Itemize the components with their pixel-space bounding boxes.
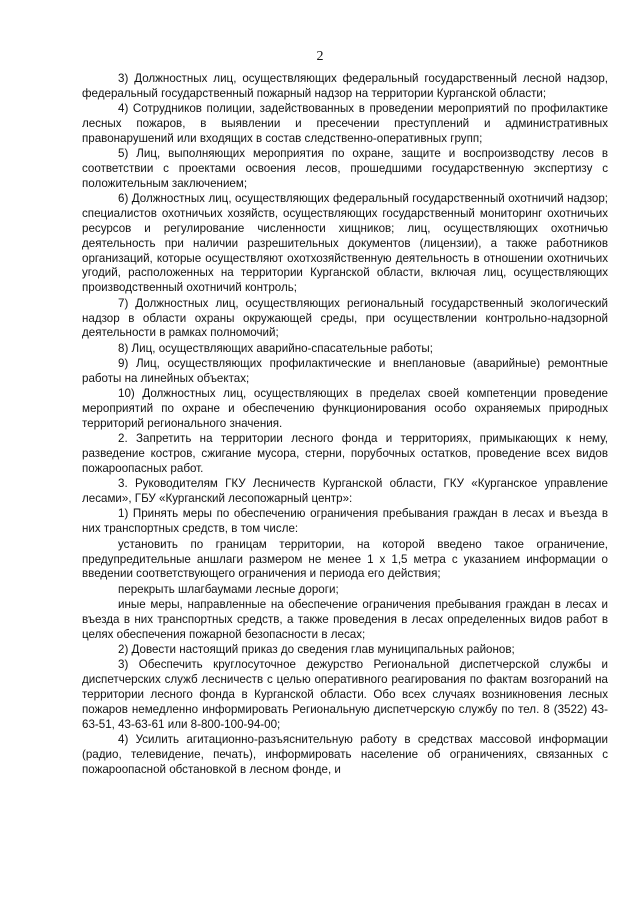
document-body	[82, 72, 608, 778]
paragraph: 3) Должностных лиц, осуществляющих федеральный государственный лесной надзор, федеральный государственный пожарный надзор на территории Курганской области;	[82, 72, 608, 100]
paragraph: 1) Принять меры по обеспечению ограничения пребывания граждан в лесах и въезда в них транспортных средств, в том числе:	[82, 507, 608, 536]
paragraph: 9) Лиц, осуществляющих профилактические и внеплановые (аварийные) ремонтные работы на линейных объектах;	[82, 357, 608, 385]
paragraph: перекрыть шлагбаумами лесные дороги;	[118, 582, 339, 596]
paragraph: 3) Обеспечить круглосуточное дежурство Региональной диспетчерской службы и диспетчерских служб лесничеств с целью оперативного реагирования по фактам возгораний на территории лесного фонда в Курганской области. Обо всех случаях возникновения лесных пожаров немедленно информировать Региональную диспетчерскую службу по тел. 8 (3522) 43-63-51, 43-63-61 или 8-800-100-94-00;	[82, 658, 608, 731]
paragraph: 8) Лиц, осуществляющих аварийно-спасательные работы;	[118, 341, 433, 355]
paragraph: 4) Сотрудников полиции, задействованных в проведении мероприятий по профилактике лесных пожаров, в выявлении и пресечении преступлений и административных правонарушений или входящих в состав следственно-оперативных групп;	[82, 102, 608, 145]
paragraph: 2. Запретить на территории лесного фонда и территориях, примыкающих к нему, разведение костров, сжигание мусора, стерни, порубочных остатков, проведение всех видов пожароопасных работ.	[82, 432, 608, 475]
paragraph: 2) Довести настоящий приказ до сведения глав муниципальных районов;	[118, 643, 515, 657]
paragraph: 4) Усилить агитационно-разъяснительную работу в средствах массовой информации (радио, телевидение, печать), информировать население об ограничениях, связанных с пожароопасной обстановкой в лесном фонде, и	[82, 733, 608, 776]
paragraph: 10) Должностных лиц, осуществляющих в пределах своей компетенции проведение мероприятий по охране и обеспечению функционирования особо охраняемых природных территорий регионального значения.	[82, 387, 608, 430]
paragraph: иные меры, направленные на обеспечение ограничения пребывания граждан в лесах и въезда в них транспортных средств, а также проведения в лесах определенных видов работ в целях обеспечения пожарной безопасности в лесах;	[82, 598, 608, 641]
paragraph: установить по границам территории, на которой введено такое ограничение, предупредительные аншлаги размером не менее 1 х 1,5 метра с указанием информации о введении соответствующего ограничения и периода его действия;	[82, 537, 608, 581]
paragraph: 6) Должностных лиц, осуществляющих федеральный государственный охотничий надзор; специалистов охотничьих хозяйств, осуществляющих государственный мониторинг охотничьих ресурсов и регулирование численности хищников; лиц, осуществляющих охотничью деятельность при наличии разрешительных документов (лицензии), а также работников организаций, которые осуществляют охотхозяйственную деятельность в отношении охотничьих угодий, расположенных на территории Курганской области, включая лиц, осуществляющих производственный охотничий контроль;	[82, 192, 608, 295]
paragraph: 3. Руководителям ГКУ Лесничеств Курганской области, ГКУ «Курганское управление лесами», ГБУ «Курганский лесопожарный центр»:	[82, 477, 608, 506]
paragraph: 5) Лиц, выполняющих мероприятия по охране, защите и воспроизводству лесов в соответствии с проектами освоения лесов, прошедшими государственную экспертизу с положительным заключением;	[82, 147, 608, 190]
page-number: 2	[316, 49, 324, 64]
paragraph: 7) Должностных лиц, осуществляющих региональный государственный экологический надзор в области охраны окружающей среды, при осуществлении контрольно-надзорной деятельности в рамках полномочий;	[82, 296, 608, 340]
